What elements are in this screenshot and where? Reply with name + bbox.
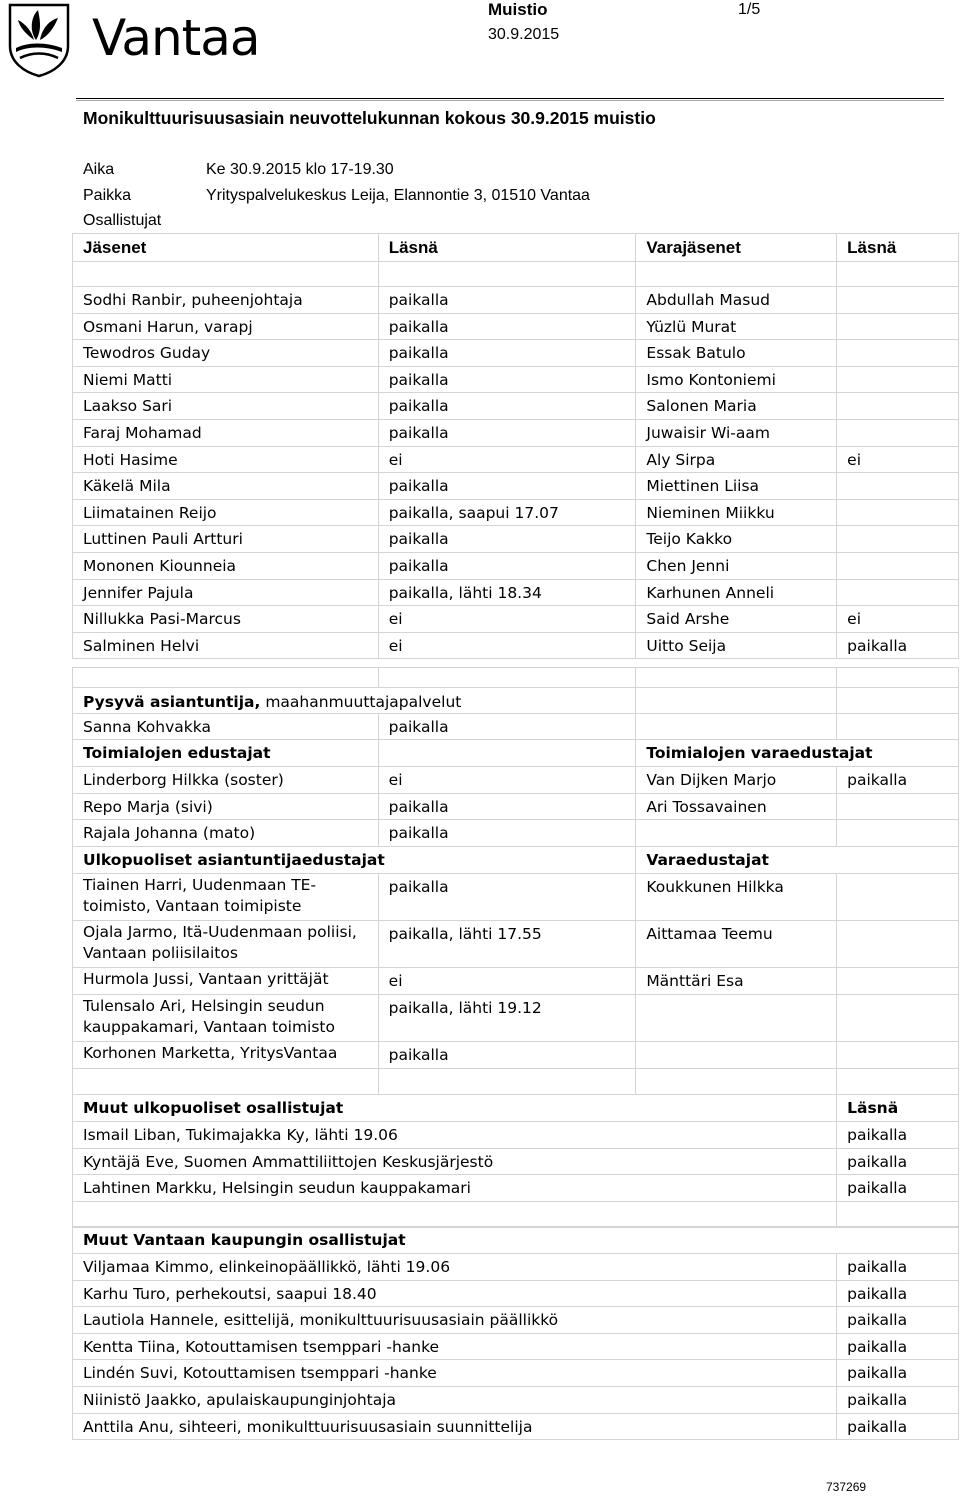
vantaa-crest-logo <box>6 2 72 78</box>
participant-name: Ismail Liban, Tukimajakka Ky, lähti 19.06 <box>73 1122 837 1149</box>
deputy-name: Said Arshe <box>636 606 837 633</box>
table-row <box>73 366 959 393</box>
deputy-status <box>837 393 959 420</box>
deputy-status <box>837 473 959 500</box>
table-row <box>73 1280 959 1307</box>
vantaa-wordmark: Vantaa <box>92 9 260 67</box>
table-row <box>73 873 959 920</box>
deputy-name: Essak Batulo <box>636 340 837 367</box>
participant-name: Niinistö Jaakko, apulaiskaupunginjohtaja <box>73 1386 837 1413</box>
deputy-status <box>837 340 959 367</box>
muut-vantaa-header-row <box>73 1227 959 1254</box>
deputy-status: paikalla <box>837 767 959 794</box>
participant-name: Lautiola Hannele, esittelijä, monikulttuurisuusasiain päällikkö <box>73 1307 837 1334</box>
table-row <box>73 446 959 473</box>
muut-ulko-body <box>73 1122 959 1202</box>
ulko-vara-header: Varaedustajat <box>636 846 959 873</box>
table-row <box>73 340 959 367</box>
deputy-status <box>837 873 959 920</box>
deputy-status <box>837 287 959 314</box>
deputy-status: ei <box>837 446 959 473</box>
deputy-name <box>636 820 837 847</box>
table-row <box>73 1307 959 1334</box>
participant-status: paikalla <box>837 1413 959 1440</box>
muut-ulko-table <box>72 1094 959 1228</box>
table-row <box>73 967 959 994</box>
participant-status: paikalla <box>837 1386 959 1413</box>
deputy-name: Karhunen Anneli <box>636 579 837 606</box>
member-name: Nillukka Pasi-Marcus <box>73 606 379 633</box>
participant-name: Karhu Turo, perhekoutsi, saapui 18.40 <box>73 1280 837 1307</box>
participant-status: paikalla <box>837 1360 959 1387</box>
deputy-name: Abdullah Masud <box>636 287 837 314</box>
deputy-status <box>837 419 959 446</box>
pysyva-label: Pysyvä asiantuntija, <box>83 693 261 711</box>
header-divider-shadow <box>76 100 944 101</box>
deputy-status <box>837 920 959 967</box>
aika-label: Aika <box>83 161 115 178</box>
member-status: paikalla <box>378 366 636 393</box>
deputy-status: paikalla <box>837 632 959 659</box>
toimialat-vara-header: Toimialojen varaedustajat <box>636 740 959 767</box>
table-row <box>73 526 959 553</box>
header-varajasenet: Varajäsenet <box>636 234 837 262</box>
deputy-status <box>837 313 959 340</box>
pysyva-name: Sanna Kohvakka <box>73 714 379 740</box>
deputy-name: Nieminen Miikku <box>636 499 837 526</box>
deputy-status <box>837 499 959 526</box>
experts-table <box>72 667 959 1095</box>
table-row <box>73 313 959 340</box>
expert-name: Korhonen Marketta, YritysVantaa <box>73 1041 379 1068</box>
expert-status: paikalla <box>378 1041 636 1068</box>
member-status: paikalla <box>378 287 636 314</box>
rep-name: Repo Marja (sivi) <box>73 793 379 820</box>
member-name: Laakso Sari <box>73 393 379 420</box>
table-row <box>73 994 959 1041</box>
document-title: Monikulttuurisuusasiain neuvottelukunnan kokous 30.9.2015 muistio <box>83 108 656 128</box>
member-name: Mononen Kiounneia <box>73 552 379 579</box>
member-status: paikalla <box>378 393 636 420</box>
expert-status: ei <box>378 967 636 994</box>
deputy-name: Chen Jenni <box>636 552 837 579</box>
participant-name: Kyntäjä Eve, Suomen Ammattiliittojen Keskusjärjestö <box>73 1148 837 1175</box>
pysyva-status: paikalla <box>378 714 636 740</box>
muut-ulko-lasna-header: Läsnä <box>837 1095 959 1122</box>
header-divider <box>76 98 944 99</box>
table-row <box>73 473 959 500</box>
participant-name: Lahtinen Markku, Helsingin seudun kauppakamari <box>73 1175 837 1202</box>
member-status: paikalla <box>378 313 636 340</box>
member-name: Sodhi Ranbir, puheenjohtaja <box>73 287 379 314</box>
participant-name: Anttila Anu, sihteeri, monikulttuurisuusasiain suunnittelija <box>73 1413 837 1440</box>
deputy-name: Salonen Maria <box>636 393 837 420</box>
member-name: Hoti Hasime <box>73 446 379 473</box>
rep-name: Linderborg Hilkka (soster) <box>73 767 379 794</box>
participant-status: paikalla <box>837 1175 959 1202</box>
deputy-status <box>837 820 959 847</box>
header-jasenet: Jäsenet <box>73 234 379 262</box>
deputy-status <box>837 967 959 994</box>
document-date: 30.9.2015 <box>488 26 560 43</box>
muut-vantaa-body <box>73 1254 959 1440</box>
deputy-status <box>837 526 959 553</box>
table-row <box>73 606 959 633</box>
deputy-name: Yüzlü Murat <box>636 313 837 340</box>
member-name: Luttinen Pauli Artturi <box>73 526 379 553</box>
participant-status: paikalla <box>837 1254 959 1281</box>
table-row <box>73 1254 959 1281</box>
paikka-label: Paikka <box>83 187 132 204</box>
deputy-name: Ari Tossavainen <box>636 793 837 820</box>
member-status: paikalla <box>378 419 636 446</box>
member-status: paikalla, saapui 17.07 <box>378 499 636 526</box>
muut-ulko-header: Muut ulkopuoliset osallistujat <box>73 1095 837 1122</box>
deputy-name: Ismo Kontoniemi <box>636 366 837 393</box>
table-row <box>73 1360 959 1387</box>
table-row <box>73 767 959 794</box>
participant-status: paikalla <box>837 1148 959 1175</box>
table-row <box>73 1122 959 1149</box>
table-row <box>73 419 959 446</box>
spacer-row <box>73 262 959 287</box>
ulko-body <box>73 873 959 1068</box>
member-name: Käkelä Mila <box>73 473 379 500</box>
expert-status: paikalla <box>378 873 636 920</box>
member-name: Faraj Mohamad <box>73 419 379 446</box>
member-status: ei <box>378 446 636 473</box>
deputy-name: Aittamaa Teemu <box>636 920 837 967</box>
toimialat-body <box>73 767 959 847</box>
deputy-name: Juwaisir Wi-aam <box>636 419 837 446</box>
participant-name: Kentta Tiina, Kotouttamisen tsemppari -hanke <box>73 1333 837 1360</box>
participant-status: paikalla <box>837 1307 959 1334</box>
document-type: Muistio <box>488 0 548 19</box>
member-status: paikalla, lähti 18.34 <box>378 579 636 606</box>
deputy-name: Miettinen Liisa <box>636 473 837 500</box>
member-name: Jennifer Pajula <box>73 579 379 606</box>
member-status: paikalla <box>378 526 636 553</box>
members-header-row <box>73 234 959 262</box>
member-name: Tewodros Guday <box>73 340 379 367</box>
muut-ulko-header-row <box>73 1095 959 1122</box>
deputy-status <box>837 1041 959 1068</box>
table-row <box>73 552 959 579</box>
table-row <box>73 579 959 606</box>
expert-status: paikalla, lähti 19.12 <box>378 994 636 1041</box>
aika-value: Ke 30.9.2015 klo 17-19.30 <box>206 161 394 178</box>
pysyva-row <box>73 714 959 740</box>
table-row <box>73 1148 959 1175</box>
participant-name: Lindén Suvi, Kotouttamisen tsemppari -hanke <box>73 1360 837 1387</box>
member-name: Liimatainen Reijo <box>73 499 379 526</box>
rep-status: ei <box>378 767 636 794</box>
rep-status: paikalla <box>378 820 636 847</box>
table-row <box>73 1041 959 1068</box>
deputy-name <box>636 994 837 1041</box>
deputy-status <box>837 579 959 606</box>
pysyva-header-row <box>73 688 959 714</box>
muut-vantaa-header: Muut Vantaan kaupungin osallistujat <box>73 1227 959 1254</box>
footer-document-number: 737269 <box>826 1480 867 1494</box>
member-name: Salminen Helvi <box>73 632 379 659</box>
member-status: paikalla <box>378 552 636 579</box>
pysyva-unit: maahanmuuttajapalvelut <box>260 693 462 711</box>
deputy-name: Uitto Seija <box>636 632 837 659</box>
deputy-status <box>837 793 959 820</box>
deputy-status <box>837 552 959 579</box>
table-row <box>73 793 959 820</box>
deputy-name: Van Dijken Marjo <box>636 767 837 794</box>
member-status: ei <box>378 606 636 633</box>
deputy-name: Aly Sirpa <box>636 446 837 473</box>
rep-name: Rajala Johanna (mato) <box>73 820 379 847</box>
toimialat-header: Toimialojen edustajat <box>73 740 379 767</box>
table-row <box>73 1413 959 1440</box>
table-row <box>73 632 959 659</box>
expert-name: Ojala Jarmo, Itä-Uudenmaan poliisi, Vantaan poliisilaitos <box>73 920 379 967</box>
table-row <box>73 287 959 314</box>
deputy-status: ei <box>837 606 959 633</box>
deputy-name <box>636 1041 837 1068</box>
expert-status: paikalla, lähti 17.55 <box>378 920 636 967</box>
participant-status: paikalla <box>837 1122 959 1149</box>
table-row <box>73 820 959 847</box>
members-table <box>72 233 959 659</box>
expert-name: Tiainen Harri, Uudenmaan TE-toimisto, Vantaan toimipiste <box>73 873 379 920</box>
deputy-name: Mänttäri Esa <box>636 967 837 994</box>
muut-ulko-spacer <box>73 1201 959 1227</box>
participant-status: paikalla <box>837 1333 959 1360</box>
participant-status: paikalla <box>837 1280 959 1307</box>
toimialat-header-row <box>73 740 959 767</box>
experts-spacer-row <box>73 668 959 688</box>
deputy-status <box>837 994 959 1041</box>
page-number: 1/5 <box>738 1 761 18</box>
member-name: Osmani Harun, varapj <box>73 313 379 340</box>
table-row <box>73 1386 959 1413</box>
expert-name: Tulensalo Ari, Helsingin seudun kauppakamari, Vantaan toimisto <box>73 994 379 1041</box>
header-lasna-vara: Läsnä <box>837 234 959 262</box>
table-row <box>73 393 959 420</box>
rep-status: paikalla <box>378 793 636 820</box>
deputy-status <box>837 366 959 393</box>
experts-end-row <box>73 1068 959 1094</box>
table-row <box>73 1175 959 1202</box>
member-status: paikalla <box>378 340 636 367</box>
table-row <box>73 1333 959 1360</box>
members-body <box>73 287 959 659</box>
muut-vantaa-table <box>72 1226 959 1440</box>
deputy-name: Teijo Kakko <box>636 526 837 553</box>
ulko-header: Ulkopuoliset asiantuntijaedustajat <box>73 846 636 873</box>
osallistujat-label: Osallistujat <box>83 212 162 229</box>
member-status: paikalla <box>378 473 636 500</box>
expert-name: Hurmola Jussi, Vantaan yrittäjät <box>73 967 379 994</box>
member-status: ei <box>378 632 636 659</box>
table-row <box>73 920 959 967</box>
table-row <box>73 499 959 526</box>
header-lasna: Läsnä <box>378 234 636 262</box>
deputy-name: Koukkunen Hilkka <box>636 873 837 920</box>
participant-name: Viljamaa Kimmo, elinkeinopäällikkö, lähti 19.06 <box>73 1254 837 1281</box>
ulko-header-row <box>73 846 959 873</box>
member-name: Niemi Matti <box>73 366 379 393</box>
paikka-value: Yrityspalvelukeskus Leija, Elannontie 3, 01510 Vantaa <box>206 187 590 204</box>
